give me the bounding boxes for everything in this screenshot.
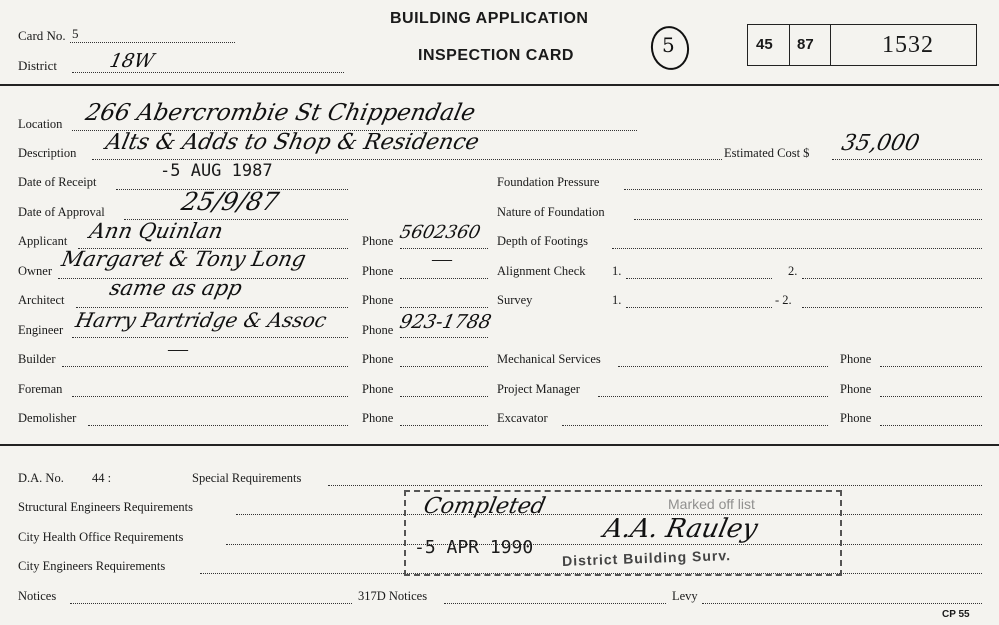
owner-value: Margaret & Tony Long bbox=[59, 247, 309, 271]
card-no-value: 5 bbox=[72, 26, 79, 41]
applicant-phone-label: Phone bbox=[362, 234, 394, 248]
levy-label: Levy bbox=[672, 589, 698, 603]
alignment-num1: 1. bbox=[612, 264, 622, 278]
project-manager-phone-label: Phone bbox=[840, 382, 872, 396]
owner-phone-value: — bbox=[432, 248, 452, 270]
alignment-check-label: Alignment Check bbox=[497, 264, 586, 278]
demolisher-label: Demolisher bbox=[18, 411, 77, 425]
location-label: Location bbox=[18, 117, 63, 131]
survey-num2: - 2. bbox=[775, 293, 792, 307]
engineer-label: Engineer bbox=[18, 323, 64, 337]
engineer-phone-label: Phone bbox=[362, 323, 394, 337]
survey-label: Survey bbox=[497, 293, 533, 307]
stamp-completed: Completed bbox=[421, 494, 548, 519]
card-no-label: Card No. bbox=[18, 28, 66, 43]
foundation-pressure-label: Foundation Pressure bbox=[497, 175, 600, 189]
excavator-label: Excavator bbox=[497, 411, 548, 425]
health-req-label: City Health Office Requirements bbox=[18, 530, 184, 544]
notices-label: Notices bbox=[18, 589, 57, 603]
mechanical-label: Mechanical Services bbox=[497, 352, 601, 366]
applicant-value: Ann Quinlan bbox=[87, 219, 226, 243]
builder-phone-label: Phone bbox=[362, 352, 394, 366]
architect-value: same as app bbox=[107, 276, 245, 300]
mechanical-phone-label: Phone bbox=[840, 352, 872, 366]
applicant-label: Applicant bbox=[18, 234, 68, 248]
ref-box2: 87 bbox=[797, 36, 814, 53]
owner-phone-label: Phone bbox=[362, 264, 394, 278]
district-label: District bbox=[18, 58, 57, 73]
date-approval-label: Date of Approval bbox=[18, 205, 105, 219]
engineer-value: Harry Partridge & Assoc bbox=[73, 308, 329, 332]
location-value: 266 Abercrombie St Chippendale bbox=[83, 100, 478, 126]
stamp-marked-off: Marked off list bbox=[668, 496, 755, 512]
project-manager-label: Project Manager bbox=[497, 382, 580, 396]
builder-label: Builder bbox=[18, 352, 56, 366]
estimated-cost-value: 35,000 bbox=[839, 131, 922, 156]
structural-req-label: Structural Engineers Requirements bbox=[18, 500, 193, 514]
builder-value: — bbox=[168, 338, 188, 360]
depth-footings-label: Depth of Footings bbox=[497, 234, 588, 248]
description-label: Description bbox=[18, 146, 77, 160]
da-label: D.A. No. bbox=[18, 471, 64, 485]
survey-num1: 1. bbox=[612, 293, 622, 307]
architect-phone-label: Phone bbox=[362, 293, 394, 307]
foreman-phone-label: Phone bbox=[362, 382, 394, 396]
applicant-phone-value: 5602360 bbox=[397, 222, 483, 243]
demolisher-phone-label: Phone bbox=[362, 411, 394, 425]
architect-label: Architect bbox=[18, 293, 65, 307]
date-approval-value: 25/9/87 bbox=[178, 187, 282, 216]
stamp-signature: A.A. Rauley bbox=[600, 514, 761, 544]
stamp-date: -5 APR 1990 bbox=[414, 537, 534, 558]
engineer-phone-value: 923-1788 bbox=[397, 311, 494, 333]
estimated-cost-label: Estimated Cost $ bbox=[724, 146, 810, 160]
foreman-label: Foreman bbox=[18, 382, 63, 396]
reference-box bbox=[747, 24, 977, 66]
date-receipt-value: -5 AUG 1987 bbox=[160, 161, 273, 181]
ref-box3: 1532 bbox=[882, 32, 934, 58]
ref-box1: 45 bbox=[756, 36, 773, 53]
district-value: 18W bbox=[107, 50, 157, 72]
circled-number-value: 5 bbox=[662, 33, 675, 57]
title-line2: INSPECTION CARD bbox=[418, 47, 574, 64]
notices-317d-label: 317D Notices bbox=[358, 589, 428, 603]
date-receipt-label: Date of Receipt bbox=[18, 175, 97, 189]
title-line1: BUILDING APPLICATION bbox=[390, 10, 589, 27]
description-value: Alts & Adds to Shop & Residence bbox=[103, 130, 482, 155]
city-eng-req-label: City Engineers Requirements bbox=[18, 559, 166, 573]
owner-label: Owner bbox=[18, 264, 53, 278]
excavator-phone-label: Phone bbox=[840, 411, 872, 425]
special-req-label: Special Requirements bbox=[192, 471, 302, 485]
nature-foundation-label: Nature of Foundation bbox=[497, 205, 605, 219]
stamp-office: District Building Surv. bbox=[561, 547, 732, 569]
form-code: CP 55 bbox=[942, 609, 970, 620]
alignment-num2: 2. bbox=[788, 264, 798, 278]
da-value: 44 : bbox=[92, 471, 112, 485]
